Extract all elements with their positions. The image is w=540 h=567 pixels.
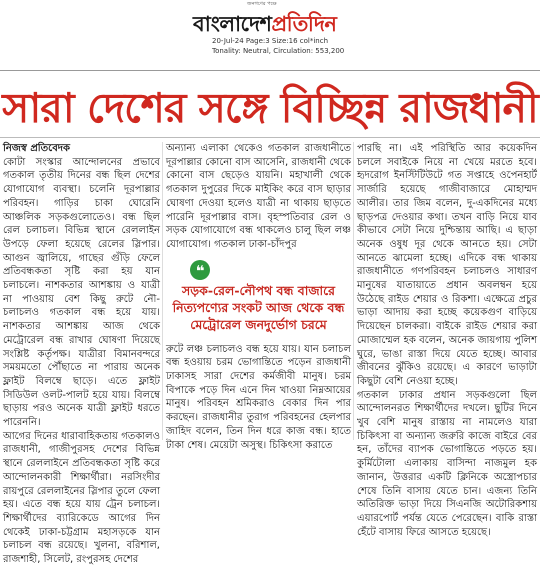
article-headline: সারা দেশের সঙ্গে বিচ্ছিন্ন রাজধানী [2, 84, 538, 132]
clip-info: 20-Jul-24 Page:3 Size:16 col*inch [212, 37, 329, 45]
pull-quote [166, 260, 351, 333]
logo-main: বাংলাদেশ [193, 12, 272, 36]
tonality-info: Tonality: Neutral, Circulation: 553,200 [212, 47, 345, 55]
paragraph: গতকাল ঢাকার প্রধান সড়কগুলো ছিল আন্দোলনরত শিক্ষার্থীদের দখলে। ছুটির দিনে খুব বেশি মানুষ রাস্তায় না নামলেও যারা চিকিৎসা বা অন্যান্য জরুরি কাজে বাইরে বের হন, তাঁদের ব্যাপক ভোগান্তিতে পড়তে হয়। কুর্মিটোলা এলাকায় বাসিন্দা নাজমুল হক জানান, উত্তরার একটি ক্লিনিকে অস্ত্রোপচার শেষে তিনি বাসায় যেতে চান। এজন্য তিনি অতিরিক্ত ভাড়া দিয়ে সিএনজি অটোরিকশায় এয়ারপোর্ট পর্যন্ত যেতে পেরেছেন। বাকি রাস্তা হেঁটে বাসায় ফিরে আসতে হয়েছে। [357, 389, 537, 538]
article-column-1 [3, 142, 160, 566]
masthead-tagline: জনগণের পক্ষে [247, 1, 277, 7]
article-column-2 [166, 142, 351, 451]
column-divider [353, 142, 354, 440]
paragraph: পারছি না। এই পরিস্থিতি আর কয়েকদিন চললে সবাইকে নিয়ে না খেয়ে মরতে হবে। হৃদরোগ ইনস্টিটিউটে গত সপ্তাহে ওপেনহার্ট সার্জারি হয়েছে গাজীবাজারে মোহাম্মদ আলীর। তার জিম বলেন, দু-একদিনের মধ্যে ছাড়পত্র দেওয়ার কথা। তখন বাড়ি নিয়ে যাব কীভাবে সেটা নিয়ে দুশ্চিন্তায় আছি। এ ছাড়া অনেক ওষুধ দূর থেকে আনতে হয়। সেটা আনতে ঝামেলা হচ্ছে। এদিকে বন্ধ থাকায় রাজধানীতে গণপরিবহন চলাচলও সাধারণ মানুষের যাতায়াতে প্রধান অবলম্বন হয়ে উঠেছে রাইড শেয়ার ও রিকশা। এক্ষেত্রে প্রচুর ভাড়া আদায় করা হচ্ছে কয়েকগুণ বাড়িয়ে দিয়েছেন চালকরা। বাইকে রাইড শেয়ার করা মোজাম্মেল হক বলেন, অনেক জায়গায় পুলিশ ঘুরে, ভাঙা রাস্তা দিয়ে যেতে হচ্ছে। আবার জীবনের ঝুঁকিও রয়েছে। এ কারণে ভাড়াটা কিছুটা বেশি নেওয়া হচ্ছে। [357, 143, 537, 387]
logo-accent: প্রতিদিন [271, 12, 337, 36]
paragraph: আগের দিনের ধারাবাহিকতায় গতকালও রাজধানী, গাজীপুরসহ দেশের বিভিন্ন স্থানে রেললাইনে প্রতিবন্ধকতা সৃষ্টি করে আন্দোলনকারী শিক্ষার্থীরা। নরসিংদীর রায়পুরে রেললাইনের স্লিপার তুলে ফেলা হয়। এতে বন্ধ হয়ে যায় ট্রেন চলাচল। শিক্ষার্থীদের ব্যারিকেডে আগের দিন থেকেই ঢাকা-চট্টগ্রাম মহাসড়কে যান চলাচল বন্ধ রয়েছে। খুলনা, বরিশাল, রাজশাহী, সিলেট, রংপুরসহ দেশের [3, 430, 160, 566]
quote-icon: ❝ [190, 260, 210, 280]
paragraph: রুটে লঞ্চ চলাচলও বন্ধ হয়ে যায়। যান চলাচল বন্ধ হওয়ায় চরম ভোগান্তিতে পড়েন রাজধানী ঢাকাসহ সারা দেশের কর্মজীবী মানুষ। চরম বিপাকে পড়ে দিন এনে দিন খাওয়া নিম্নআয়ের মানুষ। পরিবহন শ্রমিকরাও বেকার দিন পার করছেন। রাজধানীর তুরাগ পরিবহনের হেলপার জাহিদ বলেন, তিন দিন ধরে কাজ বন্ধ। হাতে টাকা শেষ। মেয়েটা অসুস্থ। চিকিৎসা করাতে [166, 343, 351, 451]
pull-quote-text: সড়ক-রেল-নৌপথ বন্ধ বাজারে নিত্যপণ্যের সংকট আজ থেকে বন্ধ মেট্রোরেল জনদুর্ভোগ চরমে [172, 282, 345, 332]
headline-bar [0, 70, 540, 138]
article-column-3 [357, 142, 537, 538]
byline: নিজস্ব প্রতিবেদক [3, 143, 71, 154]
column-divider [162, 142, 163, 440]
paragraph: অন্যান্য এলাকা থেকেও গতকাল রাজধানীতে দূরপাল্লার কোনো বাস আসেনি, রাজধানী থেকে কোনো বাস ছেড়েও যায়নি। মহাখালী থেকে গতকাল দুপুরের দিকে মাইকিং করে বাস ছাড়ার ঘোষণা দেওয়া হলেও যাত্রী না থাকায় ছাড়তে পারেনি দূরপাল্লার বাস। বৃহস্পতিবার রেল ও সড়ক যোগাযোগে বন্ধ থাকলেও চালু ছিল লঞ্চ যোগাযোগ। গতকাল ঢাকা-চাঁদপুর [166, 143, 351, 250]
masthead [0, 0, 540, 70]
paragraph: কোটা সংস্কার আন্দোলনের প্রভাবে গতকাল তৃতীয় দিনের বন্ধ ছিল দেশের যোগাযোগ ব্যবস্থা। চলেনি দূরপাল্লার পরিবহন। গাড়ির চাকা ঘোরেনি আঞ্চলিক সড়কগুলোতেও। বন্ধ ছিল রেল চলাচল। বিভিন্ন স্থানে রেললাইন উপড়ে ফেলা হয়েছে রেলের স্লিপার। আগুন জ্বালিয়ে, গাছের গুঁড়ি ফেলে প্রতিবন্ধকতা সৃষ্টি করা হয় যান চলাচলে। নাশকতার আশঙ্কায় ও যাত্রী না পাওয়ায় বেশ কিছু রুটে নৌ-চলাচলও গতকাল বন্ধ হয়ে যায়। নাশকতার আশঙ্কায় আজ থেকে মেট্রোরেল বন্ধ রাখার ঘোষণা দিয়েছে সংশ্লিষ্ট কর্তৃপক্ষ। যাত্রীরা বিমানবন্দরে সময়মতো পৌঁছাতে না পারায় অনেক ফ্লাইট বিলম্বে ছাড়ে। এতে ফ্লাইট সিডিউল ওলট-পালট হয়ে যায়। বিলম্বে ছাড়ায় পরও অনেক যাত্রী ফ্লাইট ধরতে পারেননি। [3, 156, 160, 429]
